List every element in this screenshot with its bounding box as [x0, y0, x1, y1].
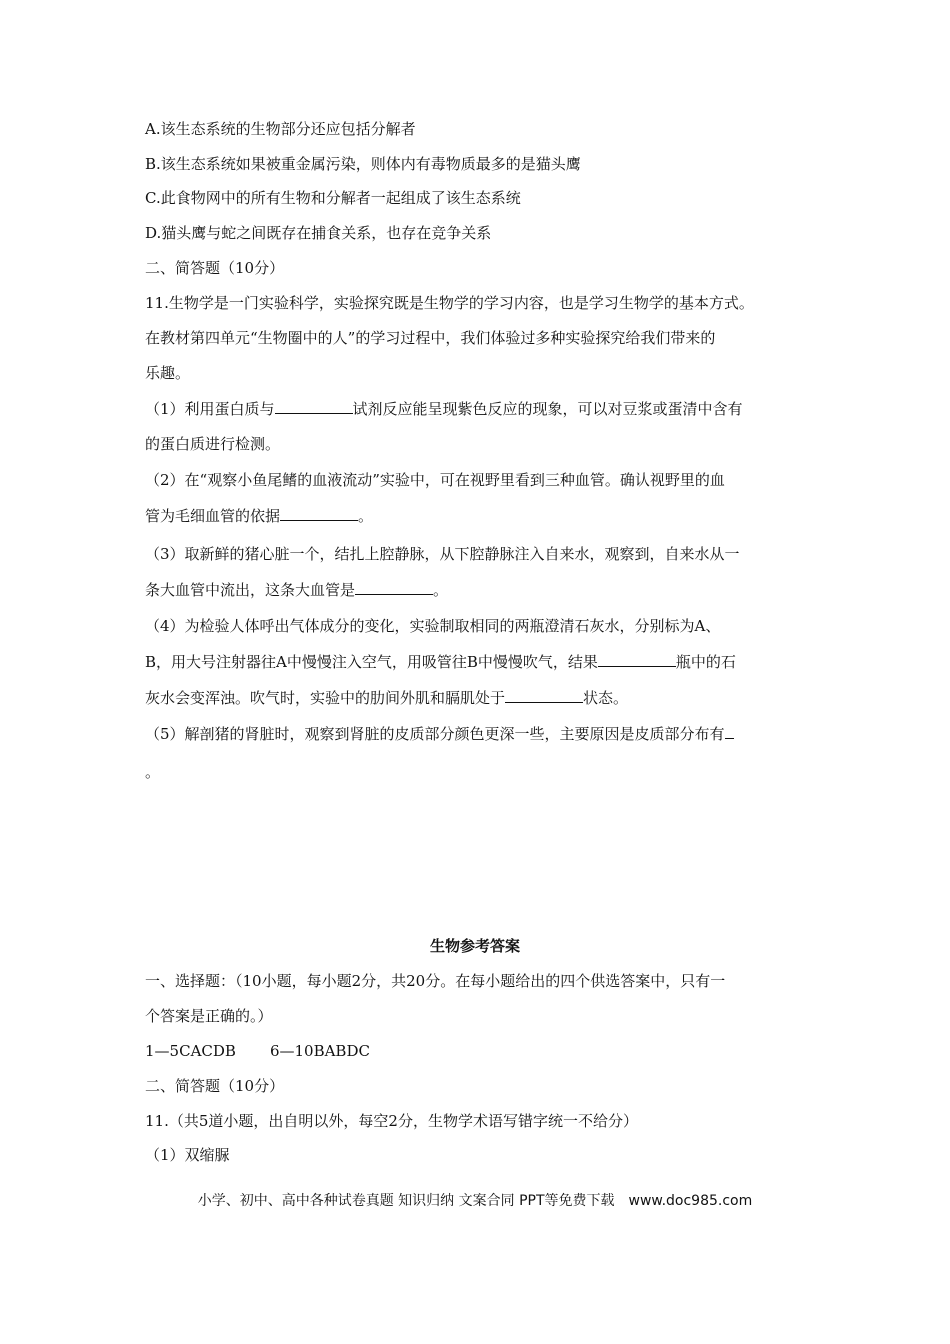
answers-section1-line1: 一、选择题：（10小题，每小题2分，共20分。在每小题给出的四个供选答案中，只有一 [145, 972, 726, 990]
q11-part4-text-b1: B，用大号注射器往A中慢慢注入空气，用吸管往B中慢慢吹气，结果 [145, 653, 598, 671]
q11-part4-line1: （4）为检验人体呼出气体成分的变化，实验制取相同的两瓶澄清石灰水，分别标为A、 [145, 617, 721, 635]
q11-part5-text-a: （5）解剖猪的肾脏时，观察到肾脏的皮质部分颜色更深一些，主要原因是皮质部分布有 [145, 725, 725, 743]
q11-part4-text-c1: 灰水会变浑浊。吹气时，实验中的肋间外肌和膈肌处于 [145, 689, 506, 707]
q11-part5-line2: 。 [145, 763, 161, 781]
answers-q11-part1: （1）双缩脲 [145, 1146, 230, 1164]
section-2-heading: 二、简答题（10分） [145, 259, 285, 277]
answer-key-1-5: 1—5CACDB [145, 1042, 236, 1060]
q11-intro-line1: 11.生物学是一门实验科学，实验探究既是生物学的学习内容，也是学习生物学的基本方式。 [145, 294, 754, 312]
q11-intro-line3: 乐趣。 [145, 364, 191, 382]
q11-part3-text-b: 条大血管中流出，这条大血管是 [145, 581, 356, 599]
answers-title: 生物参考答案 [429, 937, 520, 955]
page-footer: 小学、初中、高中各种试卷真题 知识归纳 文案合同 PPT等免费下载 www.doc985.com [197, 1193, 753, 1209]
answers-section2-heading: 二、简答题（10分） [145, 1077, 285, 1095]
q11-part2-line1: （2）在“观察小鱼尾鳍的血液流动”实验中，可在视野里看到三种血管。确认视野里的血 [145, 471, 725, 489]
q11-part4-text-b2: 瓶中的石 [675, 653, 736, 671]
option-b: B.该生态系统如果被重金属污染，则体内有毒物质最多的是猫头鹰 [145, 155, 581, 173]
answer-blank [725, 724, 734, 739]
q11-part1-text-a: （1）利用蛋白质与 [145, 400, 275, 418]
answers-q11-note: 11.（共5道小题，出自明以外，每空2分，生物学术语写错字统一不给分） [145, 1112, 638, 1130]
q11-part3-line1: （3）取新鲜的猪心脏一个，结扎上腔静脉，从下腔静脉注入自来水，观察到，自来水从一 [145, 545, 740, 563]
answer-blank [505, 688, 583, 703]
option-c: C.此食物网中的所有生物和分解者一起组成了该生态系统 [145, 189, 521, 207]
answers-section1-line2: 个答案是正确的。） [145, 1007, 273, 1025]
option-a: A.该生态系统的生物部分还应包括分解者 [145, 120, 416, 138]
q11-part5-line1 [145, 724, 734, 744]
q11-part2-line2 [145, 506, 373, 526]
answer-key-6-10: 6—10BABDC [269, 1042, 370, 1060]
q11-part1-text-b: 试剂反应能呈现紫色反应的现象，可以对豆浆或蛋清中含有 [352, 400, 743, 418]
answer-blank [280, 506, 358, 521]
q11-part3-text-c: 。 [433, 581, 449, 599]
q11-intro-line2: 在教材第四单元“生物圈中的人”的学习过程中，我们体验过多种实验探究给我们带来的 [145, 329, 716, 347]
q11-part1-line1 [145, 399, 743, 419]
option-d: D.猫头鹰与蛇之间既存在捕食关系，也存在竞争关系 [145, 224, 492, 242]
answer-blank [598, 652, 676, 667]
q11-part4-line3 [145, 688, 628, 708]
q11-part4-text-c2: 状态。 [583, 689, 629, 707]
answer-blank [275, 399, 353, 414]
q11-part4-line2 [145, 652, 736, 672]
q11-part2-text-b: 管为毛细血管的依据 [145, 507, 281, 525]
q11-part2-text-c: 。 [358, 507, 374, 525]
q11-part1-line2: 的蛋白质进行检测。 [145, 435, 281, 453]
answers-key-line [145, 1041, 370, 1061]
q11-part3-line2 [145, 580, 448, 600]
answer-blank [355, 580, 433, 595]
